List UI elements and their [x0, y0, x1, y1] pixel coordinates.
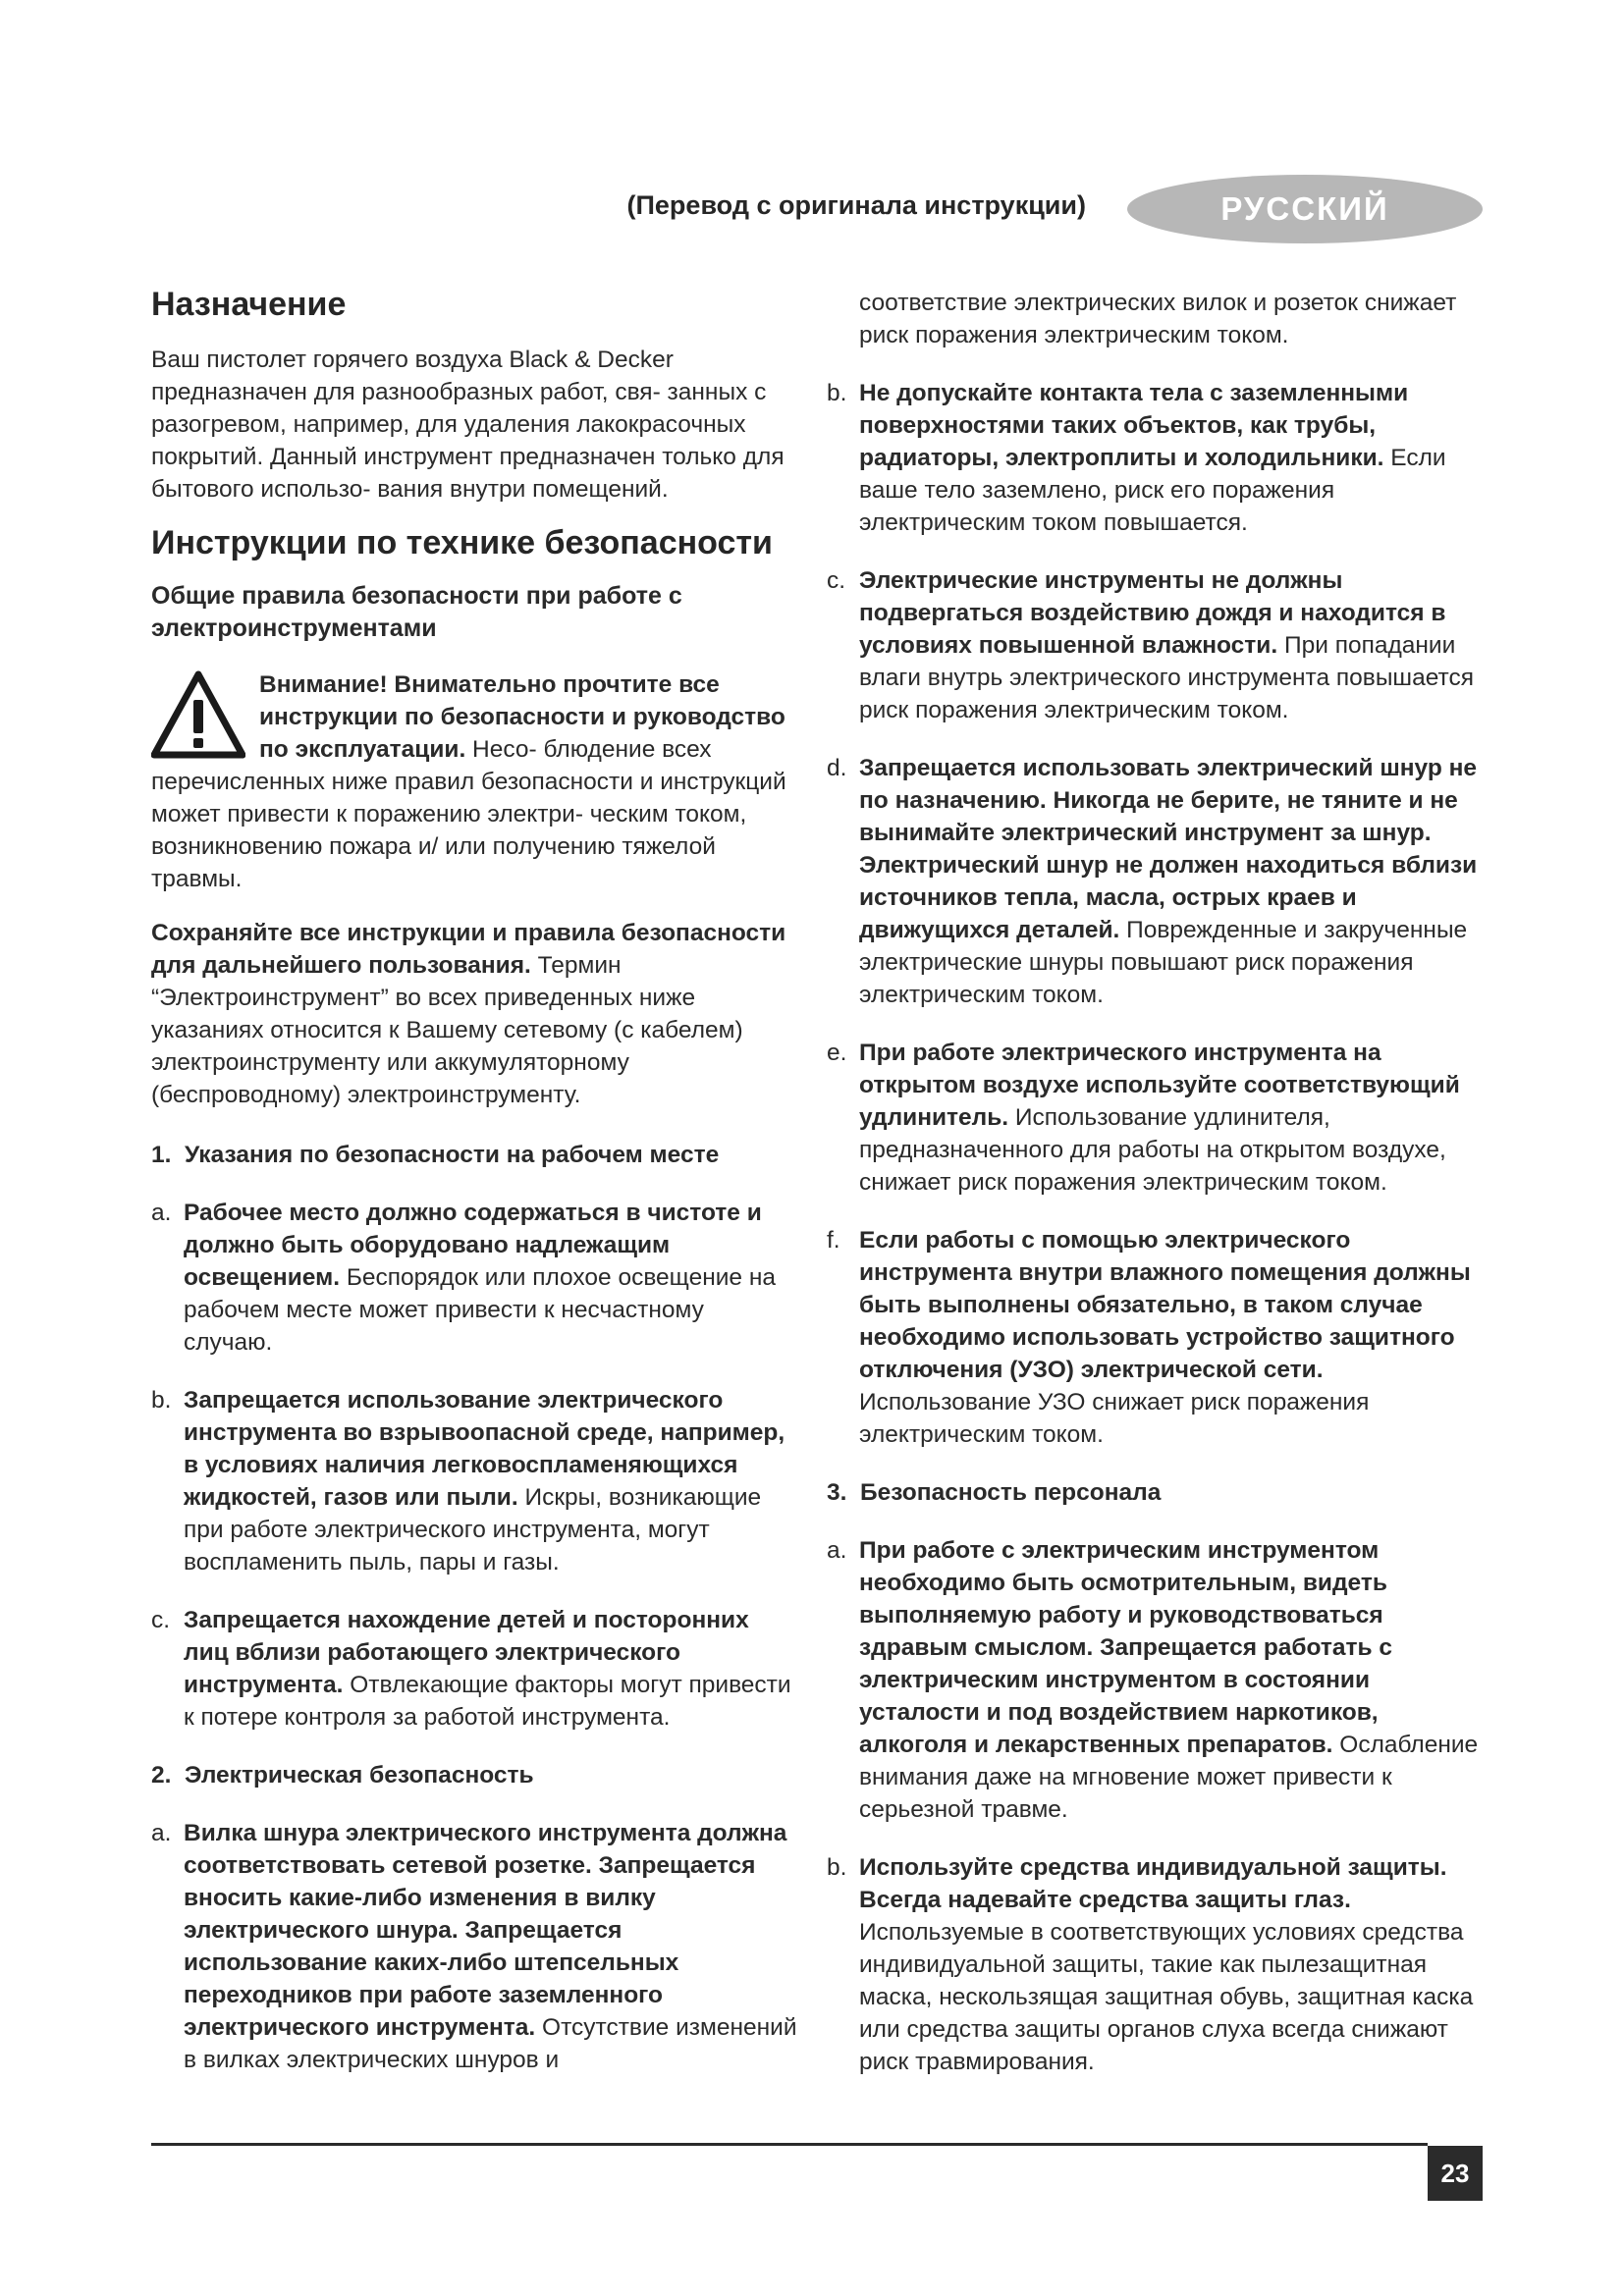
keep-bold: Сохраняйте все инструкции и правила безопасности для дальнейшего пользования.: [151, 920, 786, 979]
item-text: При попадании влаги внутрь электрического инструмента повышается риск поражения электрическим током.: [859, 632, 1474, 723]
list-item: [827, 1534, 1483, 1826]
page-header: [0, 175, 1624, 243]
item-bold: Не допускайте контакта тела с заземленными поверхностями таких объектов, как трубы, радиаторы, электроплиты и холодильники.: [859, 380, 1409, 471]
item-marker: a.: [151, 1200, 172, 1226]
item-marker: b.: [827, 1854, 847, 1881]
keep-text: Термин “Электроинструмент” во всех приведенных ниже указаниях относится к Вашему сетевому (с кабелем) электроинструменту или аккумуляторному (беспроводному) электроинструменту.: [151, 952, 743, 1108]
item-bold: Запрещается использование электрического инструмента во взрывоопасной среде, например, в условиях наличия легковоспламеняющихся жидкостей, газов или пыли.: [184, 1387, 785, 1511]
section-2-heading: [151, 1759, 799, 1791]
item-text: соответствие электрических вилок и розеток снижает риск поражения электрическим током.: [859, 290, 1457, 348]
safety-title: Инструкции по технике безопасности: [151, 524, 773, 561]
page-number: 23: [1428, 2146, 1483, 2201]
warning-text: Несо- блюдение всех перечисленных ниже правил безопасности и инструкций может привести к поражению электри- ческим током, возникновению пожара и/ или получению тяжелой травмы.: [151, 736, 786, 892]
section-2-number: 2.: [151, 1762, 172, 1789]
keep-instructions: [151, 917, 799, 1111]
list-item: [827, 1851, 1483, 2078]
item-marker: e.: [827, 1040, 847, 1066]
left-column: [151, 285, 799, 2102]
item-bold: Рабочее место должно содержаться в чистоте и должно быть оборудовано надлежащим освещением.: [184, 1200, 762, 1291]
list-item: [827, 1224, 1483, 1451]
right-column: [827, 287, 1483, 2104]
item-text: Использование удлинителя, предназначенного для работы на открытом воздухе, снижает риск поражения электрическим током.: [859, 1104, 1446, 1196]
item-marker: a.: [151, 1820, 172, 1846]
item-marker: c.: [151, 1607, 171, 1633]
section-1-title: Указания по безопасности на рабочем месте: [185, 1142, 720, 1168]
list-item: [151, 1384, 799, 1578]
purpose-title: Назначение: [151, 286, 347, 323]
list-item: [827, 377, 1483, 539]
list-item: [151, 1197, 799, 1359]
item-text: Используемые в соответствующих условиях средства индивидуальной защиты, такие как пылезащитная маска, нескользящая защитная обувь, защитная каска или средства защиты органов слуха всегда снижают риск травмирования.: [859, 1919, 1474, 2075]
item-marker: b.: [151, 1387, 172, 1414]
item-text: Если ваше тело заземлено, риск его поражения электрическим током повышается.: [859, 445, 1446, 536]
list-item: [151, 1817, 799, 2076]
item-bold: Используйте средства индивидуальной защиты. Всегда надевайте средства защиты глаз.: [859, 1854, 1447, 1913]
item-bold: При работе с электрическим инструментом необходимо быть осмотрительным, видеть выполняемую работу и руководствоваться здравым смыслом. Запрещается работать с электрическим инструментом в состоянии усталости и под воздействием наркотиков, алкоголя и лекарственных препаратов.: [859, 1537, 1393, 1758]
item-text: Отсутствие изменений в вилках электрических шнуров и: [184, 2014, 797, 2073]
list-item: [827, 752, 1483, 1011]
item-text: Отвлекающие факторы могут привести к потере контроля за работой инструмента.: [184, 1672, 791, 1731]
item-bold: Электрические инструменты не должны подвергаться воздействию дождя и находится в условиях повышенной влажности.: [859, 567, 1446, 659]
item-bold: Вилка шнура электрического инструмента должна соответствовать сетевой розетке. Запрещается вносить какие-либо изменения в вилку электрического шнура. Запрещается использование каких-либо штепсельных переходников при работе заземленного электрического инструмента.: [184, 1820, 787, 2041]
section-2-title: Электрическая безопасность: [185, 1762, 534, 1789]
language-badge: [1127, 175, 1483, 243]
item-text: Ослабление внимания даже на мгновение может привести к серьезной травме.: [859, 1732, 1479, 1823]
section-1-heading: [151, 1139, 799, 1171]
purpose-text: Ваш пистолет горячего воздуха Black & Decker предназначен для разнообразных работ, свя- занных с разогревом, например, для удаления лакокрасочных покрытий. Данный инструмент предназначен только для бытового использо- вания внутри помещений.: [151, 347, 785, 503]
item-text: Искры, возникающие при работе электрического инструмента, могут воспламенить пыль, пары и газы.: [184, 1484, 762, 1575]
item-bold: Запрещается использовать электрический шнур не по назначению. Никогда не берите, не тяните и не вынимайте электрический инструмент за шнур. Электрический шнур не должен находиться вблизи источников тепла, масла, острых краев и движущихся деталей.: [859, 755, 1478, 943]
section-3-heading: [827, 1476, 1483, 1509]
list-item: [827, 1037, 1483, 1199]
item-marker: c.: [827, 567, 846, 594]
section-3-title: Безопасность персонала: [860, 1479, 1162, 1506]
item-marker: b.: [827, 380, 847, 406]
translation-note: (Перевод с оригинала инструкции): [626, 190, 1086, 220]
item-text: Беспорядок или плохое освещение на рабочем месте может привести к несчастному случаю.: [184, 1264, 776, 1356]
list-item: [827, 564, 1483, 726]
section-1-number: 1.: [151, 1142, 172, 1168]
list-item: [151, 1604, 799, 1734]
footer-divider: [151, 2143, 1428, 2146]
warning-block: [151, 668, 799, 895]
item-marker: f.: [827, 1227, 840, 1254]
general-rules-title: Общие правила безопасности при работе с электроинструментами: [151, 582, 682, 642]
item-text: Поврежденные и закрученные электрические шнуры повышают риск поражения электрическим током.: [859, 917, 1468, 1008]
section-3-number: 3.: [827, 1479, 847, 1506]
warning-triangle-icon: [151, 670, 245, 765]
warning-bold: Внимание! Внимательно прочтите все инструкции по безопасности и руководство по эксплуатации.: [259, 671, 785, 763]
item-bold: При работе электрического инструмента на открытом воздухе используйте соответствующий удлинитель.: [859, 1040, 1460, 1131]
item-text: Использование УЗО снижает риск поражения электрическим током.: [859, 1389, 1370, 1448]
language-label: РУССКИЙ: [1220, 190, 1389, 227]
item-bold: Если работы с помощью электрического инструмента внутри влажного помещения должны быть выполнены обязательно, в таком случае необходимо использовать устройство защитного отключения (УЗО) электрической сети.: [859, 1227, 1471, 1383]
item-bold: Запрещается нахождение детей и посторонних лиц вблизи работающего электрического инструмента.: [184, 1607, 749, 1698]
item-marker: a.: [827, 1537, 847, 1564]
item-marker: d.: [827, 755, 847, 781]
list-item-continued: [827, 287, 1483, 351]
